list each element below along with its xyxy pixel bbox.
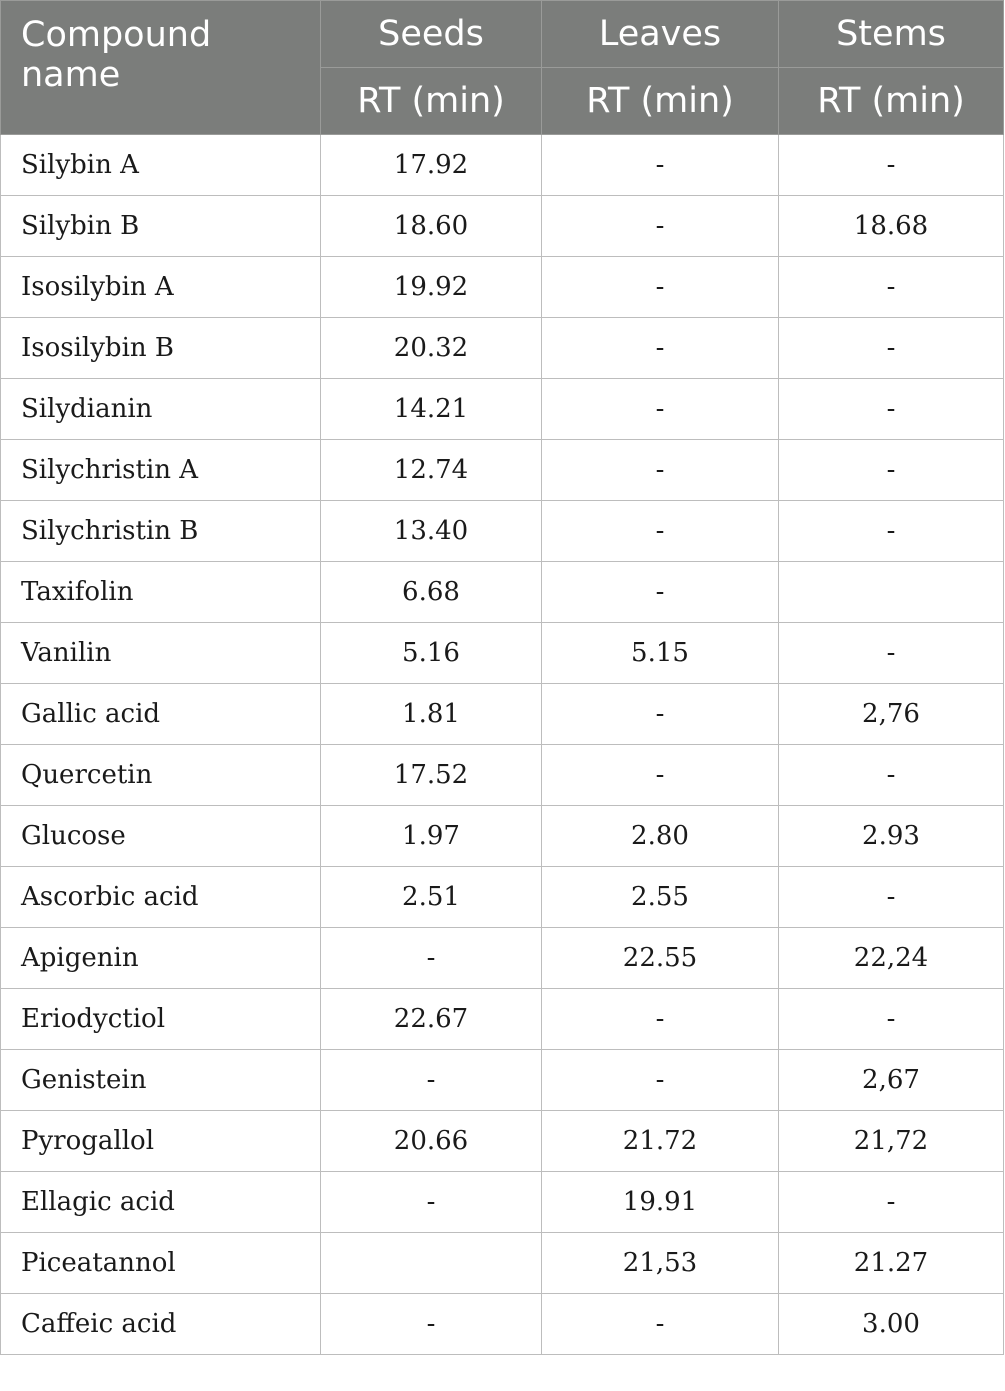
header-seeds: Seeds bbox=[321, 1, 542, 68]
table-row bbox=[1, 989, 1004, 1050]
table-row bbox=[1, 867, 1004, 928]
seeds-rt-cell: 6.68 bbox=[321, 562, 542, 623]
stems-rt-cell: - bbox=[779, 135, 1004, 196]
leaves-rt-cell: 22.55 bbox=[542, 928, 779, 989]
stems-rt-cell: - bbox=[779, 379, 1004, 440]
seeds-rt-cell bbox=[321, 1233, 542, 1294]
table-row bbox=[1, 135, 1004, 196]
seeds-rt-cell: 18.60 bbox=[321, 196, 542, 257]
table-row bbox=[1, 257, 1004, 318]
compound-name-cell: Genistein bbox=[1, 1050, 321, 1111]
leaves-rt-cell: - bbox=[542, 196, 779, 257]
leaves-rt-cell: - bbox=[542, 379, 779, 440]
table-row bbox=[1, 745, 1004, 806]
seeds-rt-cell: 5.16 bbox=[321, 623, 542, 684]
table-row bbox=[1, 928, 1004, 989]
table-row bbox=[1, 1111, 1004, 1172]
leaves-rt-cell: 2.55 bbox=[542, 867, 779, 928]
stems-rt-cell: 3.00 bbox=[779, 1294, 1004, 1355]
compound-name-cell: Piceatannol bbox=[1, 1233, 321, 1294]
compound-name-cell: Isosilybin A bbox=[1, 257, 321, 318]
compound-name-cell: Isosilybin B bbox=[1, 318, 321, 379]
leaves-rt-cell: - bbox=[542, 440, 779, 501]
stems-rt-cell: 2.93 bbox=[779, 806, 1004, 867]
seeds-rt-cell: - bbox=[321, 1050, 542, 1111]
seeds-rt-cell: 22.67 bbox=[321, 989, 542, 1050]
compound-name-cell: Silybin B bbox=[1, 196, 321, 257]
compound-name-cell: Eriodyctiol bbox=[1, 989, 321, 1050]
stems-rt-cell: - bbox=[779, 1172, 1004, 1233]
seeds-rt-cell: 12.74 bbox=[321, 440, 542, 501]
stems-rt-cell: - bbox=[779, 867, 1004, 928]
seeds-rt-cell: 1.81 bbox=[321, 684, 542, 745]
compound-name-cell: Pyrogallol bbox=[1, 1111, 321, 1172]
compound-name-cell: Glucose bbox=[1, 806, 321, 867]
header-stems-unit: RT (min) bbox=[779, 68, 1004, 135]
leaves-rt-cell: - bbox=[542, 1050, 779, 1111]
compound-name-cell: Caffeic acid bbox=[1, 1294, 321, 1355]
seeds-rt-cell: 17.92 bbox=[321, 135, 542, 196]
leaves-rt-cell: - bbox=[542, 562, 779, 623]
leaves-rt-cell: - bbox=[542, 745, 779, 806]
seeds-rt-cell: - bbox=[321, 1294, 542, 1355]
compound-name-cell: Vanilin bbox=[1, 623, 321, 684]
leaves-rt-cell: - bbox=[542, 501, 779, 562]
stems-rt-cell: - bbox=[779, 318, 1004, 379]
table-header bbox=[1, 1, 1004, 135]
seeds-rt-cell: 19.92 bbox=[321, 257, 542, 318]
table-row bbox=[1, 1294, 1004, 1355]
table-row bbox=[1, 196, 1004, 257]
seeds-rt-cell: 13.40 bbox=[321, 501, 542, 562]
compound-name-cell: Silychristin B bbox=[1, 501, 321, 562]
seeds-rt-cell: 2.51 bbox=[321, 867, 542, 928]
stems-rt-cell: 2,76 bbox=[779, 684, 1004, 745]
compound-name-cell: Silybin A bbox=[1, 135, 321, 196]
compound-name-cell: Silychristin A bbox=[1, 440, 321, 501]
leaves-rt-cell: 19.91 bbox=[542, 1172, 779, 1233]
stems-rt-cell: - bbox=[779, 745, 1004, 806]
compound-name-cell: Apigenin bbox=[1, 928, 321, 989]
table-row bbox=[1, 684, 1004, 745]
compound-name-cell: Silydianin bbox=[1, 379, 321, 440]
header-row-groups bbox=[1, 1, 1004, 68]
table-row bbox=[1, 318, 1004, 379]
seeds-rt-cell: 20.66 bbox=[321, 1111, 542, 1172]
header-stems: Stems bbox=[779, 1, 1004, 68]
leaves-rt-cell: 21,53 bbox=[542, 1233, 779, 1294]
seeds-rt-cell: 17.52 bbox=[321, 745, 542, 806]
stems-rt-cell: - bbox=[779, 623, 1004, 684]
stems-rt-cell bbox=[779, 562, 1004, 623]
stems-rt-cell: - bbox=[779, 440, 1004, 501]
header-seeds-unit: RT (min) bbox=[321, 68, 542, 135]
leaves-rt-cell: 21.72 bbox=[542, 1111, 779, 1172]
table-row bbox=[1, 1050, 1004, 1111]
leaves-rt-cell: - bbox=[542, 135, 779, 196]
leaves-rt-cell: 5.15 bbox=[542, 623, 779, 684]
stems-rt-cell: - bbox=[779, 257, 1004, 318]
compound-name-cell: Ellagic acid bbox=[1, 1172, 321, 1233]
seeds-rt-cell: 1.97 bbox=[321, 806, 542, 867]
seeds-rt-cell: - bbox=[321, 928, 542, 989]
stems-rt-cell: 21,72 bbox=[779, 1111, 1004, 1172]
leaves-rt-cell: - bbox=[542, 318, 779, 379]
stems-rt-cell: 2,67 bbox=[779, 1050, 1004, 1111]
table-row bbox=[1, 440, 1004, 501]
leaves-rt-cell: - bbox=[542, 1294, 779, 1355]
compound-name-cell: Quercetin bbox=[1, 745, 321, 806]
stems-rt-cell: 18.68 bbox=[779, 196, 1004, 257]
compound-name-cell: Gallic acid bbox=[1, 684, 321, 745]
table-row bbox=[1, 623, 1004, 684]
stems-rt-cell: - bbox=[779, 501, 1004, 562]
seeds-rt-cell: - bbox=[321, 1172, 542, 1233]
table-row bbox=[1, 562, 1004, 623]
header-leaves-unit: RT (min) bbox=[542, 68, 779, 135]
stems-rt-cell: 22,24 bbox=[779, 928, 1004, 989]
seeds-rt-cell: 20.32 bbox=[321, 318, 542, 379]
leaves-rt-cell: - bbox=[542, 989, 779, 1050]
compound-name-cell: Taxifolin bbox=[1, 562, 321, 623]
table-row bbox=[1, 1233, 1004, 1294]
header-leaves: Leaves bbox=[542, 1, 779, 68]
header-compound-name: Compound name bbox=[1, 1, 321, 135]
leaves-rt-cell: 2.80 bbox=[542, 806, 779, 867]
table-row bbox=[1, 1172, 1004, 1233]
seeds-rt-cell: 14.21 bbox=[321, 379, 542, 440]
compound-name-cell: Ascorbic acid bbox=[1, 867, 321, 928]
table-body bbox=[1, 135, 1004, 1355]
stems-rt-cell: - bbox=[779, 989, 1004, 1050]
table-row bbox=[1, 379, 1004, 440]
table-row bbox=[1, 806, 1004, 867]
leaves-rt-cell: - bbox=[542, 257, 779, 318]
leaves-rt-cell: - bbox=[542, 684, 779, 745]
stems-rt-cell: 21.27 bbox=[779, 1233, 1004, 1294]
table-row bbox=[1, 501, 1004, 562]
